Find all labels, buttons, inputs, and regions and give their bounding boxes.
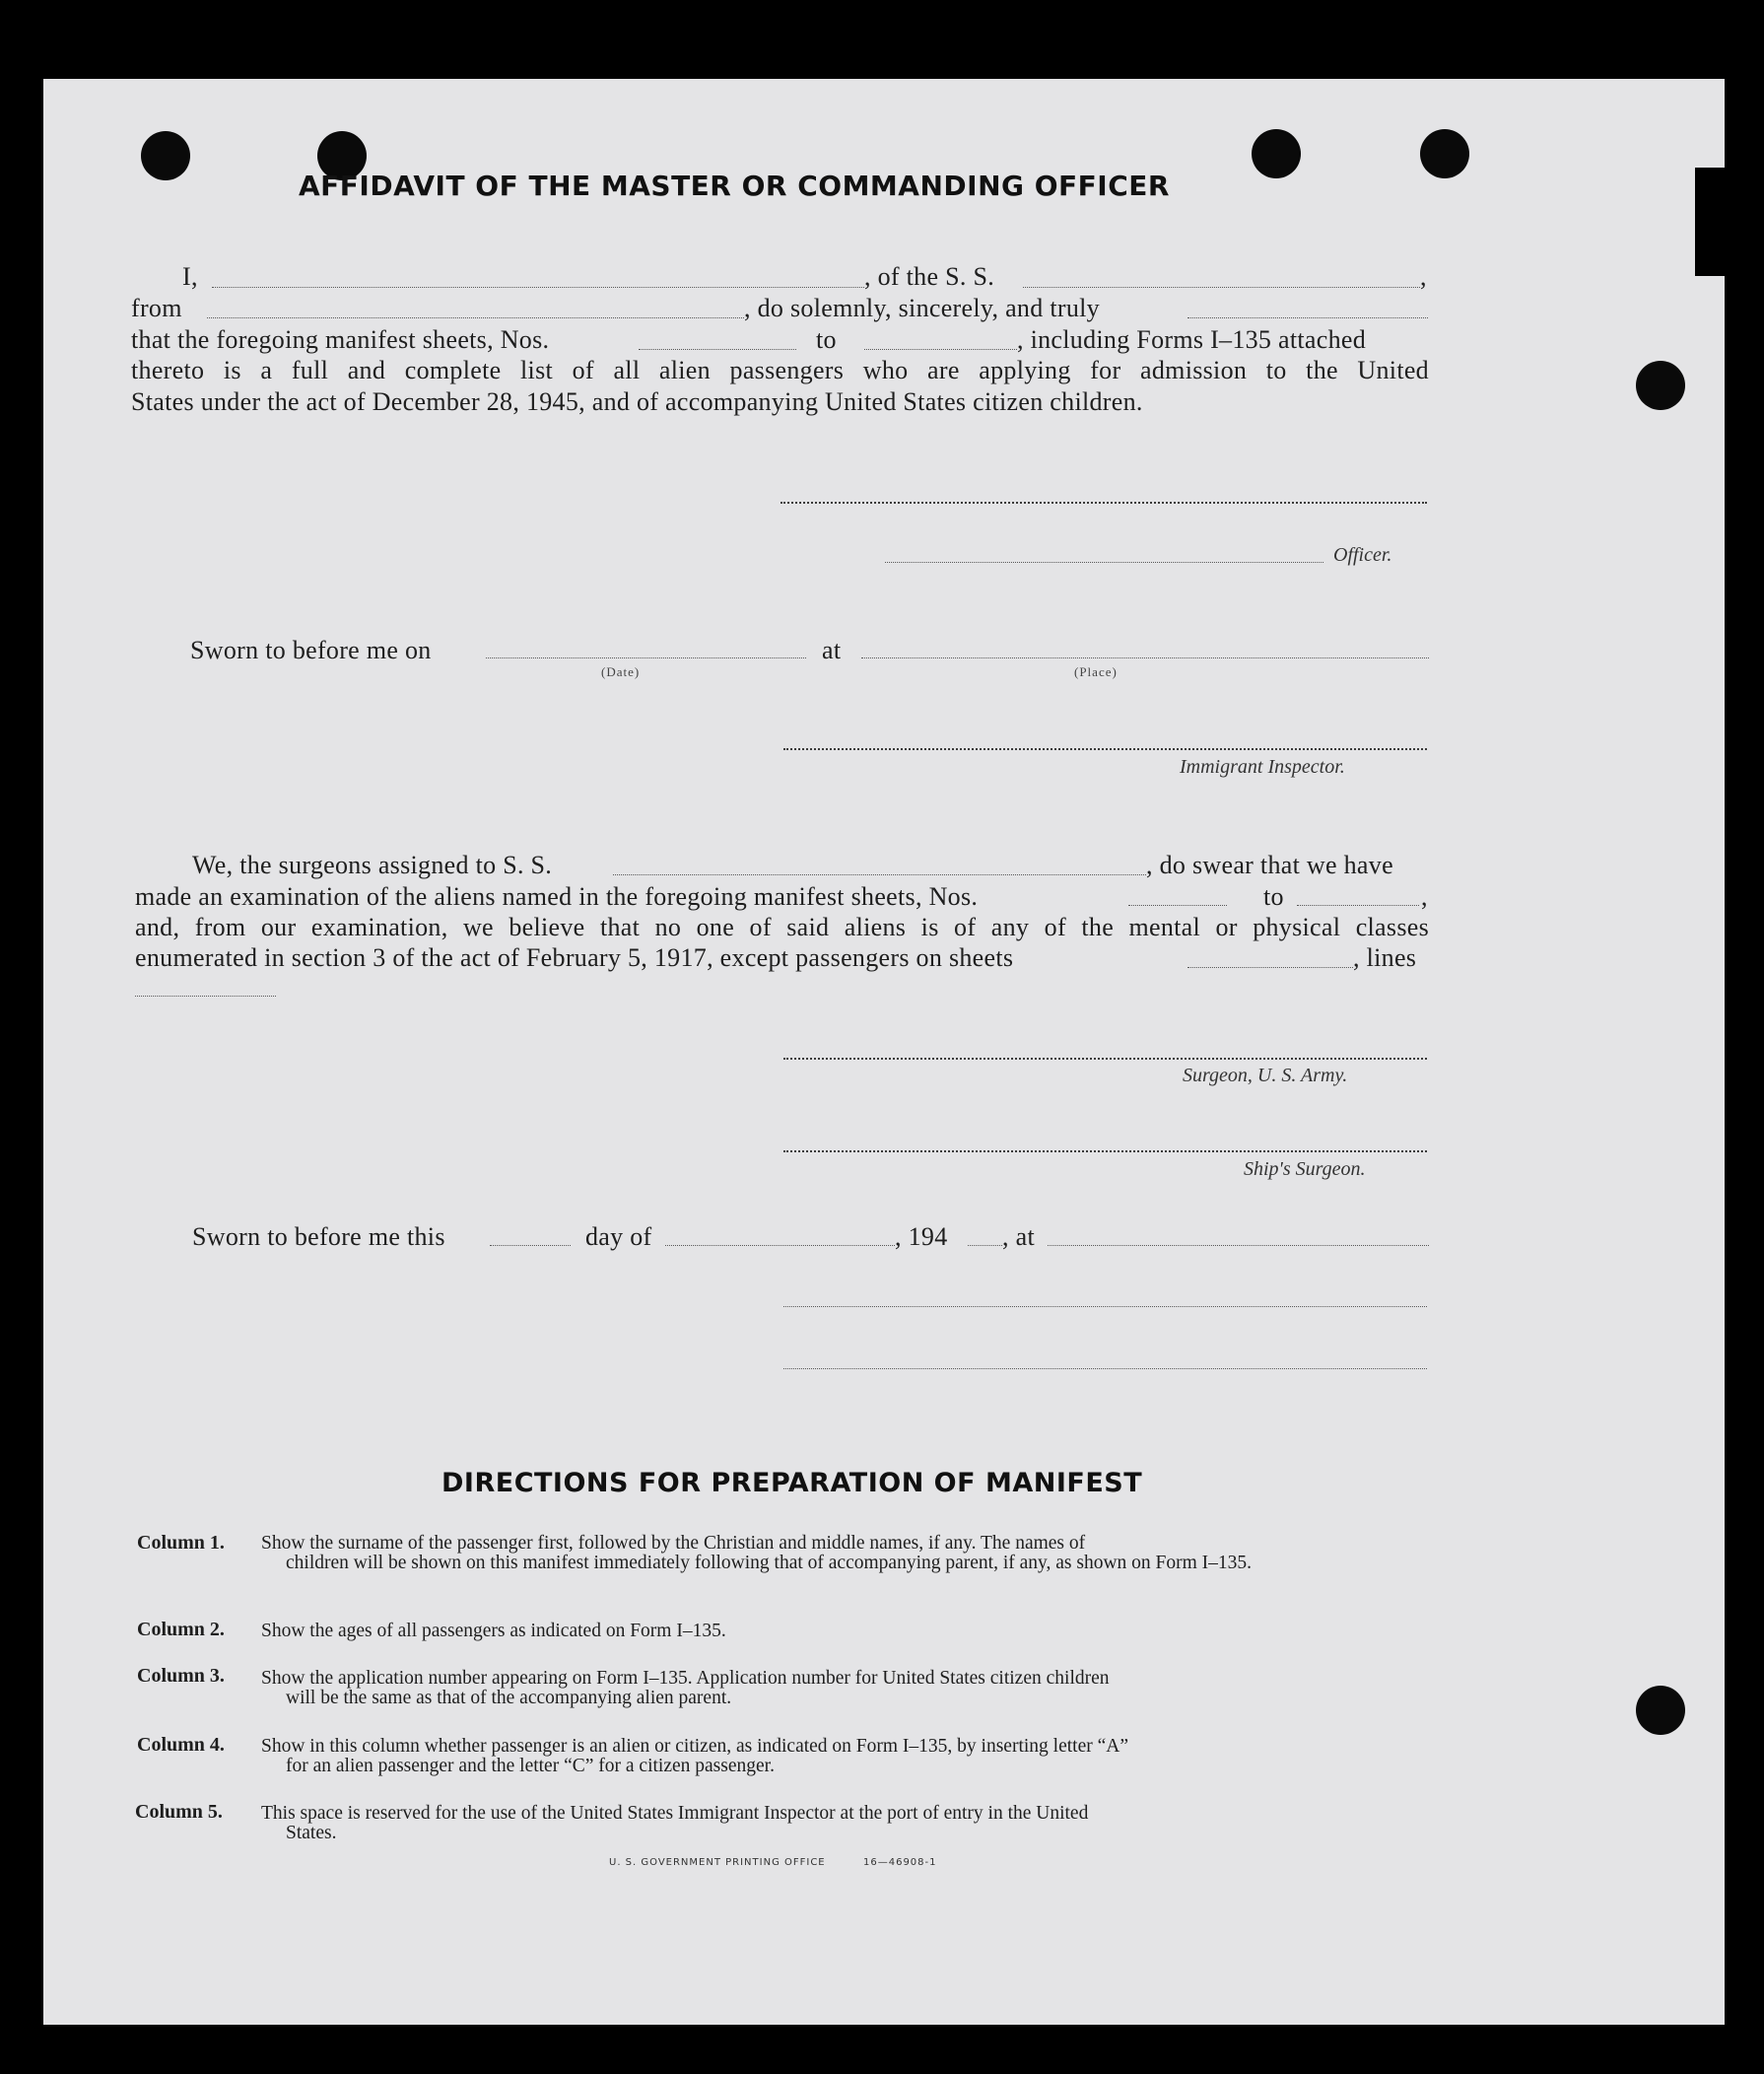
column-1-first: Show the surname of the passenger first, followed by the Christian and middle names, if any. The names of xyxy=(261,1533,1086,1554)
text-enumerated: enumerated in section 3 of the act of February 5, 1917, except passengers on sheets xyxy=(135,943,1014,972)
column-1-text xyxy=(261,1534,1434,1573)
column-3-first: Show the application number appearing on Form I–135. Application number for United States citizen children xyxy=(261,1668,1110,1689)
column-1-label: Column 1. xyxy=(137,1532,225,1554)
sworn-day-field[interactable] xyxy=(490,1245,571,1246)
surgeon-ship-field[interactable] xyxy=(613,874,1146,875)
official-title-line[interactable] xyxy=(783,1368,1427,1369)
column-2-label: Column 2. xyxy=(137,1619,225,1640)
torn-corner xyxy=(1695,168,1725,276)
text-comma: , xyxy=(1420,262,1427,291)
column-3-rest: will be the same as that of the accompanying alien parent. xyxy=(286,1688,732,1708)
affidavit-title: AFFIDAVIT OF THE MASTER OR COMMANDING OFFICER xyxy=(299,170,1170,202)
text-day-of: day of xyxy=(585,1222,652,1251)
text-sworn-on: Sworn to before me on xyxy=(190,636,432,664)
except-lines-field[interactable] xyxy=(135,996,276,997)
inspector-signature-line[interactable] xyxy=(783,748,1427,750)
printer-imprint: U. S. GOVERNMENT PRINTING OFFICE xyxy=(609,1857,826,1868)
text-surgeons: We, the surgeons assigned to S. S. xyxy=(192,851,553,879)
column-3-label: Column 3. xyxy=(137,1665,225,1687)
text-examination: made an examination of the aliens named in the foregoing manifest sheets, Nos. xyxy=(135,882,979,911)
text-i: I, xyxy=(182,262,198,291)
text-year: , 194 xyxy=(895,1222,948,1251)
text-comma-2: , xyxy=(1421,882,1428,911)
text-including: , including Forms I–135 attached xyxy=(1017,325,1367,354)
punch-hole xyxy=(1636,361,1685,410)
text-line4: thereto is a full and complete list of all alien passengers who are applying for admission to the United xyxy=(131,356,1429,384)
column-2-first: Show the ages of all passengers as indicated on Form I–135. xyxy=(261,1621,726,1641)
sworn-place-field-2[interactable] xyxy=(1048,1245,1429,1246)
sworn-date-field[interactable] xyxy=(486,657,806,658)
officer-signature-line[interactable] xyxy=(780,502,1427,504)
column-1-rest: children will be shown on this manifest immediately following that of accompanying parent, if any, as shown on Form I–135. xyxy=(286,1553,1253,1573)
text-sworn-this: Sworn to before me this xyxy=(192,1222,445,1251)
text-from: from xyxy=(131,294,182,322)
master-name-field[interactable] xyxy=(212,287,864,288)
army-surgeon-label: Surgeon, U. S. Army. xyxy=(1183,1065,1348,1086)
army-surgeon-signature-line[interactable] xyxy=(783,1058,1427,1060)
column-2-text xyxy=(261,1622,1434,1641)
text-swear: , do swear that we have xyxy=(1146,851,1393,879)
place-caption: (Place) xyxy=(1074,664,1118,679)
text-classes: and, from our examination, we believe that no one of said aliens is of any of the mental or physical classes xyxy=(135,913,1429,941)
official-signature-line[interactable] xyxy=(783,1306,1427,1307)
sworn-place-field[interactable] xyxy=(861,657,1429,658)
sheet-to-field[interactable] xyxy=(864,349,1017,350)
surgeon-sheet-to-field[interactable] xyxy=(1297,905,1419,906)
text-manifest-nos: that the foregoing manifest sheets, Nos. xyxy=(131,325,550,354)
ship-surgeon-label: Ship's Surgeon. xyxy=(1244,1158,1366,1180)
column-5-label: Column 5. xyxy=(135,1801,223,1823)
sworn-year-field[interactable] xyxy=(968,1245,1002,1246)
surgeon-sheet-from-field[interactable] xyxy=(1128,905,1227,906)
column-3-text xyxy=(261,1669,1434,1708)
sworn-month-field[interactable] xyxy=(665,1245,895,1246)
ship-name-field[interactable] xyxy=(1023,287,1420,288)
text-to: to xyxy=(816,325,837,354)
text-solemnly: , do solemnly, sincerely, and truly xyxy=(744,294,1100,322)
column-4-first: Show in this column whether passenger is an alien or citizen, as indicated on Form I–135, by inserting letter “A” xyxy=(261,1736,1128,1757)
column-5-first: This space is reserved for the use of the United States Immigrant Inspector at the port of entry in the United xyxy=(261,1803,1089,1824)
directions-title: DIRECTIONS FOR PREPARATION OF MANIFEST xyxy=(441,1468,1143,1498)
column-4-rest: for an alien passenger and the letter “C” for a citizen passenger. xyxy=(286,1756,775,1776)
punch-hole xyxy=(1252,129,1301,178)
column-4-text xyxy=(261,1737,1434,1776)
except-sheets-field[interactable] xyxy=(1187,967,1353,968)
ship-surgeon-signature-line[interactable] xyxy=(783,1150,1427,1152)
column-5-text xyxy=(261,1804,1434,1843)
inspector-label: Immigrant Inspector. xyxy=(1180,756,1345,778)
text-at-2: , at xyxy=(1002,1222,1035,1251)
port-from-field[interactable] xyxy=(207,317,744,318)
text-line5: States under the act of December 28, 1945, and of accompanying United States citizen children. xyxy=(131,387,1143,416)
punch-hole xyxy=(1420,129,1469,178)
officer-label: Officer. xyxy=(1333,544,1392,566)
form-code: 16—46908-1 xyxy=(863,1857,937,1868)
date-caption: (Date) xyxy=(601,664,641,679)
sheet-from-field[interactable] xyxy=(639,349,796,350)
column-4-label: Column 4. xyxy=(137,1734,225,1756)
officer-name-line[interactable] xyxy=(885,562,1323,563)
text-at: at xyxy=(822,636,842,664)
text-to-2: to xyxy=(1263,882,1284,911)
column-5-rest: States. xyxy=(286,1823,337,1843)
declaration-field[interactable] xyxy=(1187,317,1428,318)
punch-hole xyxy=(141,131,190,180)
text-of-ss: , of the S. S. xyxy=(864,262,995,291)
punch-hole xyxy=(1636,1686,1685,1735)
text-lines: , lines xyxy=(1353,943,1417,972)
